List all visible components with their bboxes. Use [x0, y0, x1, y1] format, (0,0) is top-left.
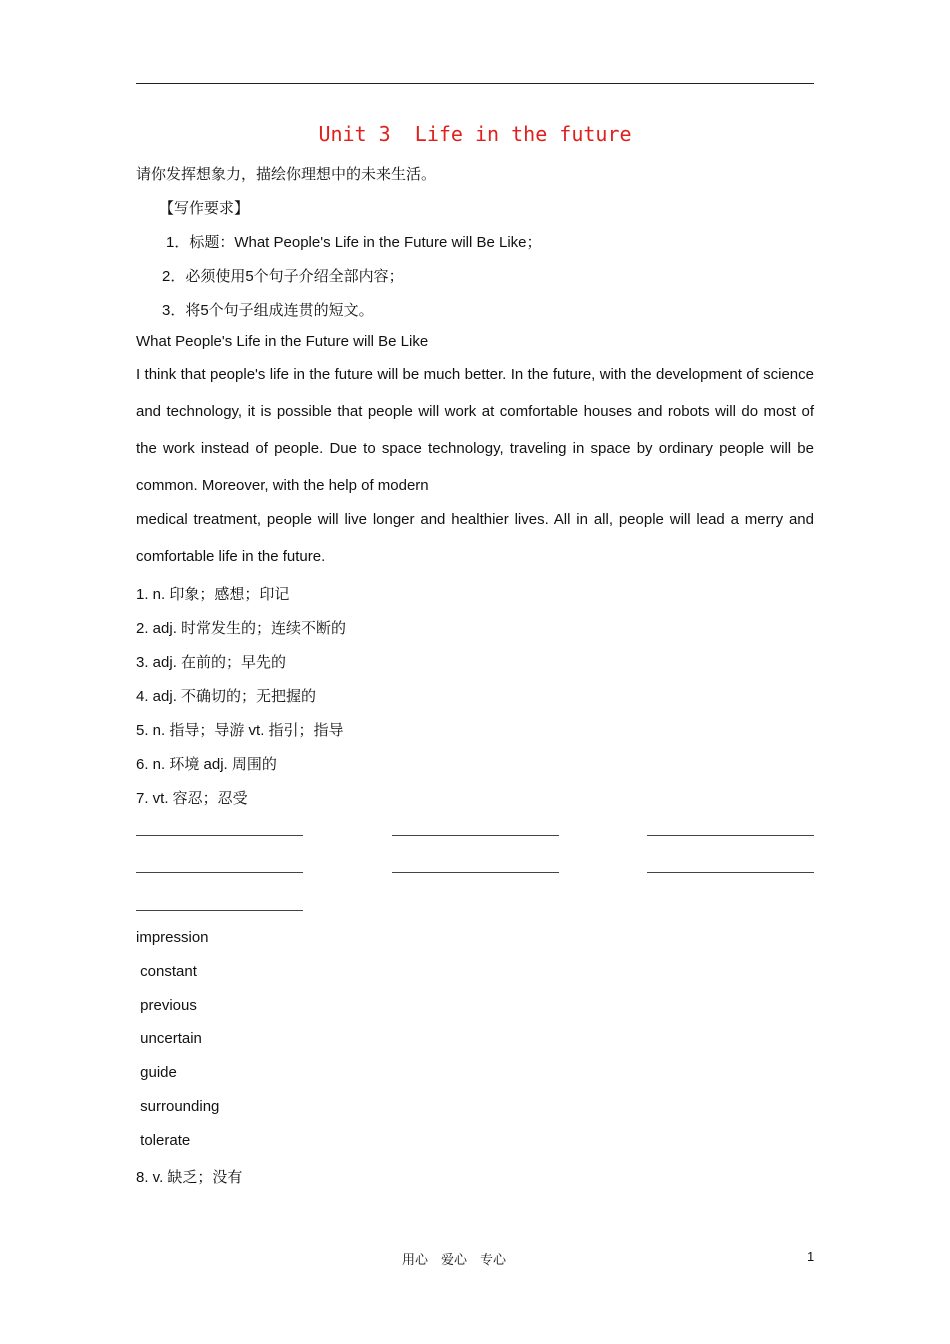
footer-motto: 用心 爱心 专心 [402, 1252, 507, 1267]
answer-blank [136, 872, 303, 873]
vocab-prompt: 6. n. 环境 adj. 周围的 [136, 756, 277, 773]
answer-word: guide [136, 1064, 177, 1081]
vocab-prompt-8: 8. v. 缺乏；没有 [136, 1169, 243, 1186]
answer-blank [647, 872, 814, 873]
answer-word: previous [136, 997, 197, 1014]
page-title: Unit 3 Life in the future [318, 122, 632, 146]
answer-word: tolerate [136, 1132, 191, 1149]
answer-blank [136, 910, 303, 911]
requirements-header: 【写作要求】 [159, 200, 250, 217]
requirement-item: 1．标题：What People's Life in the Future will Be Like； [166, 234, 542, 251]
answer-blank [392, 835, 559, 836]
page-number: 1 [807, 1249, 815, 1264]
answer-blank [647, 835, 814, 836]
answer-word: constant [136, 963, 197, 980]
vocab-prompt: 7. vt. 容忍；忍受 [136, 790, 248, 807]
vocab-prompt: 2. adj. 时常发生的；连续不断的 [136, 620, 347, 637]
answer-word: uncertain [136, 1030, 202, 1047]
header-rule [136, 83, 814, 84]
essay-title: What People's Life in the Future will Be Like [136, 333, 429, 350]
answer-blank [392, 872, 559, 873]
answer-word: impression [136, 929, 209, 946]
intro-text: 请你发挥想象力，描绘你理想中的未来生活。 [136, 166, 437, 183]
answer-word: surrounding [136, 1098, 220, 1115]
vocab-prompt: 4. adj. 不确切的；无把握的 [136, 688, 317, 705]
vocab-prompt: 3. adj. 在前的；早先的 [136, 654, 287, 671]
vocab-prompt: 1. n. 印象；感想；印记 [136, 586, 290, 603]
vocab-prompt: 5. n. 指导；导游 vt. 指引；指导 [136, 722, 344, 739]
essay-paragraph-2: medical treatment, people will live longer and healthier lives. All in all, people will lead a merry and comfortable life in the future. [136, 511, 814, 565]
requirement-item: 3．将5个句子组成连贯的短文。 [162, 302, 374, 319]
requirement-item: 2．必须使用5个句子介绍全部内容； [162, 268, 404, 285]
answer-blank [136, 835, 303, 836]
essay-paragraph-1: I think that people's life in the future will be much better. In the future, with the development of science and technology, it is possible that people will work at comfortable houses and robots will do most of the work instead of people. Due to space technology, traveling in space by ordinary people will be common. Moreover, with the help of modern [136, 366, 814, 494]
